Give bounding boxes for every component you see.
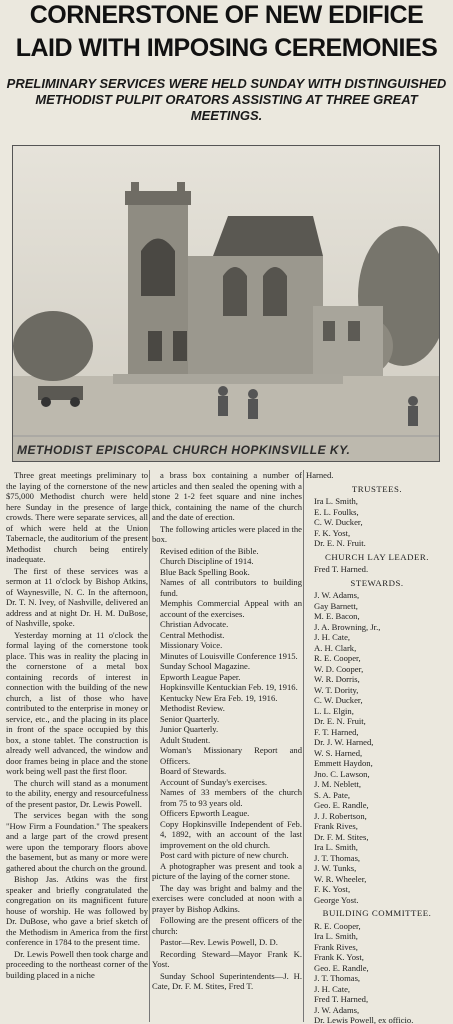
list-item: Ira L. Smith, [314, 496, 358, 506]
paragraph: Pastor—Rev. Lewis Powell, D. D. [160, 937, 278, 947]
paragraph: The services began with the song "How Firm a Foundation." The speakers and a large part of the crowd present were upon the temporary floors above the basement, but as many or more were gathered about the church on the ground. [6, 810, 148, 873]
continued-text: Harned. [306, 470, 334, 480]
paragraph: Yesterday morning at 11 o'clock the formal laying of the cornerstone took place. This was in reality the placing in the cornerstone of a metal box containing records of interest in connection with the building of the new church, a list of those who have contributed to the enterprise in money or service, etc., and the placing in its place in front of the space occupied by this box, a stone tablet. The construction is already well advanced, the window and door frames being in place and the stone work being well past the first floor. [6, 629, 148, 776]
list-item: F. K. Yost, [314, 527, 351, 538]
list-item: Senior Quarterly. [160, 713, 220, 724]
list-item: Fred T. Harned, [314, 994, 369, 1004]
list-item: George Yost. [314, 894, 359, 905]
list-item: Memphis Commercial Appeal with an account of the exercises. [160, 598, 302, 619]
list-item: Ira L. Smith, [314, 931, 358, 941]
stewards-heading: STEWARDS. [350, 577, 404, 588]
list-item: W. D. Cooper, [314, 663, 364, 674]
list-item: Blue Back Spelling Book. [160, 566, 250, 577]
church-photo [12, 145, 440, 462]
paragraph: Following are the present officers of the church: [152, 915, 302, 936]
list-item: J. W. Tunks, [314, 863, 357, 873]
list-item: Dr. F. M. Stites, [314, 831, 369, 842]
list-item: W. R. Wheeler, [314, 873, 367, 884]
paragraph: a brass box containing a number of articles and then sealed the opening with a stone 2 1-2 feet square and nine inches thick, containing the name of the church and the date of erection. [152, 470, 302, 522]
building-committee-list [306, 921, 448, 1024]
list-item: Officers Epworth League. [160, 808, 250, 818]
list-item: Account of Sunday's exercises. [160, 776, 268, 787]
box-contents-list [152, 546, 302, 861]
paragraph: The first of these services was a sermon at 11 o'clock by Bishop Atkins, of Waynesville, N. C. In the afternoon, Dr. T. N. Ivey, of Nashville, delivered an address and at night Dr. H. M. DuBose, of Nashville, spoke. [6, 565, 148, 628]
list-item: Dr. E. N. Fruit, [314, 716, 366, 726]
headline-line-1: CORNERSTONE OF NEW EDIFICE [29, 1, 424, 29]
list-item: Dr. E. N. Fruit. [314, 538, 366, 548]
column-rule [149, 470, 150, 1022]
list-item: W. S. Harned, [314, 747, 363, 758]
list-item: Jno. C. Lawson, [314, 768, 370, 779]
list-item: Geo. E. Randle, [314, 962, 369, 973]
article-column-3 [306, 470, 448, 1024]
paragraph: The church will stand as a monument to the ability, energy and resourcefulness of the present pastor, Dr. Lewis Powell. [6, 777, 148, 809]
list-item: Emmett Haydon, [314, 758, 373, 768]
list-item: J. M. Neblett, [314, 779, 362, 789]
list-item: J. H. Cate, [314, 983, 351, 994]
list-item: Copy Hopkinsville Independent of Feb. 4, 1892, with an account of the last improvement on the old church. [160, 818, 302, 850]
list-item: Methodist Review. [160, 703, 225, 713]
photo-caption: METHODIST EPISCOPAL CHURCH HOPKINSVILLE KY. [17, 443, 351, 457]
list-item: A. H. Clark, [314, 642, 357, 653]
list-item: Central Methodist. [160, 629, 225, 640]
paragraph: Bishop Jas. Atkins was the first speaker and briefly congratulated the congregation on its magnificent future house of worship. He was followed by Dr. DuBose, who gave a brief sketch of the Methodism in America from the first conference in 1784 to the present time. [6, 874, 148, 947]
list-item: W. T. Dority, [314, 684, 359, 695]
list-item: Church Discipline of 1914. [160, 556, 254, 566]
subheadline: PRELIMINARY SERVICES WERE HELD SUNDAY WITH DISTINGUISHED METHODIST PULPIT ORATORS ASSISTING AT THREE GREAT MEETINGS. [6, 76, 447, 123]
list-item: J. J. Robertson, [314, 810, 367, 821]
list-item: R. E. Cooper, [314, 653, 361, 663]
list-item: Post card with picture of new church. [160, 850, 289, 860]
list-item: Gay Barnett, [314, 600, 358, 611]
church-illustration [13, 146, 439, 461]
list-item: L. L. Elgin, [314, 705, 354, 716]
list-item: F. K. Yost, [314, 884, 351, 894]
list-item: J. W. Adams, [314, 1004, 360, 1015]
list-item: C. W. Ducker, [314, 695, 363, 705]
list-item: Woman's Missionary Report and Officers. [160, 745, 302, 766]
list-item: J. T. Thomas, [314, 852, 361, 863]
list-item: Ira L. Smith, [314, 842, 358, 852]
list-item: Board of Stewards. [160, 766, 227, 776]
list-item: Sunday School Magazine. [160, 661, 250, 671]
list-item: Geo. E. Randle, [314, 800, 369, 810]
list-item: J. A. Browning, Jr., [314, 621, 381, 632]
list-item: Revised edition of the Bible. [160, 545, 259, 556]
list-item: Frank Rives, [314, 941, 358, 952]
paragraph: Dr. Lewis Powell then took charge and proceeding to the northeast corner of the building placed in a niche [6, 948, 148, 980]
paragraph: The following articles were placed in the box. [152, 523, 302, 544]
list-item: Christian Advocate. [160, 619, 229, 629]
lay-leader-heading: CHURCH LAY LEADER. [325, 551, 429, 562]
list-item: Hopkinsville Kentuckian Feb. 19, 1916. [160, 682, 298, 692]
list-item: J. T. Thomas, [314, 973, 361, 983]
column-rule [303, 470, 304, 1022]
stewards-list [306, 590, 448, 905]
list-item: Kentucky New Era Feb. 19, 1916. [160, 692, 278, 703]
list-item: Missionary Voice. [160, 640, 223, 650]
headline-line-2: LAID WITH IMPOSING CEREMONIES [15, 34, 438, 62]
list-item: Dr. Lewis Powell, ex officio. [314, 1015, 414, 1024]
building-committee-heading: BUILDING COMMITTEE. [322, 908, 432, 918]
list-item: E. L. Foulks, [314, 506, 359, 517]
list-item: Fred T. Harned. [314, 564, 369, 574]
list-item: M. E. Bacon, [314, 611, 360, 621]
paragraph: The day was bright and balmy and the exercises were concluded at noon with a prayer by Bishop Adkins. [152, 882, 302, 914]
trustees-heading: TRUSTEES. [351, 483, 403, 494]
paragraph: Three great meetings preliminary to the laying of the cornerstone of the new $75,000 Methodist church were held here Sunday in the presence of large crowds. There were separate services, all of which were held at the Union Tabernacle, the auditorium of the present Methodist church being entirely inadequate. [6, 470, 148, 564]
list-item: Names of all contributors to building fund. [160, 577, 302, 598]
list-item: J. W. Adams, [314, 590, 360, 600]
list-item: Dr. J. W. Harned, [314, 737, 374, 747]
list-item: Frank K. Yost, [314, 952, 364, 962]
list-item: Adult Student. [160, 734, 211, 745]
list-item: R. E. Cooper, [314, 920, 361, 931]
article-column-2 [152, 470, 302, 993]
paragraph: A photographer was present and took a picture of the laying of the corner stone. [152, 860, 302, 881]
list-item: Frank Rives, [314, 821, 358, 831]
paragraph: Sunday School Superintendents—J. H. Cate, Dr. F. M. Stites, Fred T. [152, 970, 302, 991]
trustees-list [306, 496, 448, 549]
list-item: J. H. Cate, [314, 632, 351, 642]
list-item: Junior Quarterly. [160, 724, 219, 734]
list-item: W. R. Dorris, [314, 674, 360, 684]
list-item: Epworth League Paper. [160, 671, 241, 682]
article-column-1 [6, 470, 148, 981]
list-item: F. T. Harned, [314, 726, 359, 737]
paragraph: Recording Steward—Mayor Frank K. Yost. [152, 948, 302, 969]
lay-leader-list [306, 564, 448, 575]
list-item: S. A. Pate, [314, 789, 351, 800]
list-item: Minutes of Louisville Conference 1915. [160, 650, 298, 661]
list-item: C. W. Ducker, [314, 517, 363, 527]
list-item: Names of 33 members of the church from 75 to 93 years old. [160, 787, 302, 808]
